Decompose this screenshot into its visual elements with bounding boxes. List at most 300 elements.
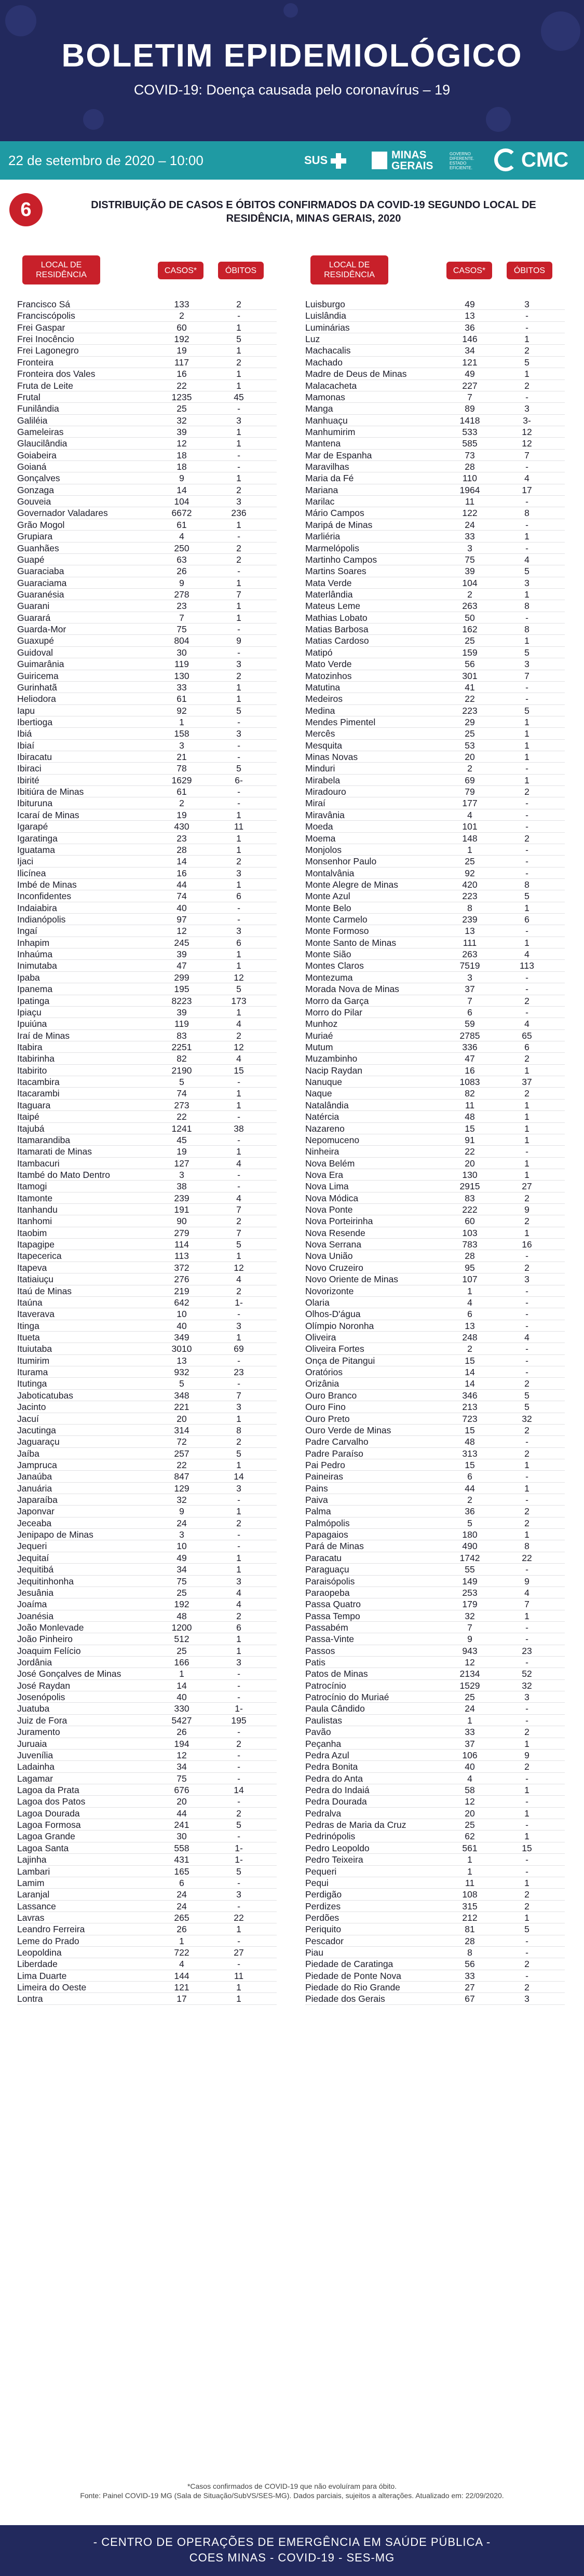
deaths-cell: 2 — [524, 1889, 529, 1900]
deaths-cell: 5 — [524, 566, 529, 577]
table-row — [17, 1808, 277, 1819]
cases-cell: 12 — [465, 1657, 475, 1668]
municipality-cell: Patis — [305, 1657, 325, 1668]
deaths-cell: 4 — [236, 1192, 241, 1203]
cases-cell: 39 — [465, 566, 475, 577]
municipality-cell: Juatuba — [17, 1703, 50, 1714]
municipality-cell: José Raydan — [17, 1680, 71, 1691]
cases-cell: 33 — [465, 1727, 475, 1738]
cases-cell: 273 — [174, 1100, 189, 1110]
section-title-line1: DISTRIBUIÇÃO DE CASOS E ÓBITOS CONFIRMADOS DA COVID-19 SEGUNDO LOCAL DE — [91, 199, 536, 211]
deaths-cell: 1 — [236, 1100, 241, 1110]
deaths-cell: - — [525, 496, 528, 507]
cases-cell: 1742 — [459, 1552, 480, 1563]
cases-cell: 62 — [465, 1831, 475, 1842]
table-row — [305, 1680, 565, 1691]
cases-cell: 349 — [174, 1332, 189, 1343]
deaths-cell: - — [525, 1773, 528, 1784]
municipality-cell: Mantena — [305, 438, 341, 449]
cases-cell: 3 — [179, 1529, 184, 1540]
cases-cell: 122 — [462, 508, 478, 519]
table-row — [17, 623, 277, 635]
municipality-cell: Iraí de Minas — [17, 1030, 70, 1041]
table-row — [17, 763, 277, 774]
table-row — [305, 1401, 565, 1413]
municipality-cell: Moeda — [305, 821, 333, 832]
header-local-right: LOCAL DE RESIDÊNCIA — [310, 255, 388, 284]
cases-cell: 195 — [174, 984, 189, 995]
table-row — [17, 658, 277, 670]
table-row — [17, 1947, 277, 1958]
deaths-cell: - — [525, 310, 528, 321]
table-row — [17, 484, 277, 496]
table-row — [305, 1947, 565, 1958]
deaths-cell: 5 — [236, 763, 241, 774]
deaths-cell: 1 — [524, 1877, 529, 1888]
cases-cell: 12 — [176, 438, 187, 449]
deaths-cell: 1 — [236, 1088, 241, 1099]
table-row — [17, 890, 277, 902]
municipality-cell: Gonzaga — [17, 484, 55, 495]
deaths-cell: 38 — [234, 1123, 244, 1134]
deaths-cell: 3 — [236, 926, 241, 937]
table-row — [305, 1645, 565, 1657]
municipality-cell: Juruaia — [17, 1738, 47, 1749]
table-row — [17, 1564, 277, 1575]
cases-cell: 6672 — [171, 508, 192, 519]
deaths-cell: 23 — [234, 1367, 244, 1378]
municipality-cell: Passabém — [305, 1622, 348, 1633]
cases-cell: 15 — [465, 1425, 475, 1435]
cases-cell: 92 — [176, 705, 187, 716]
deaths-cell: - — [237, 624, 240, 635]
municipality-cell: Pedra Dourada — [305, 1796, 367, 1807]
municipality-cell: Pedra do Indaiá — [305, 1785, 370, 1795]
cases-cell: 723 — [462, 1413, 478, 1424]
cases-cell: 212 — [462, 1912, 478, 1923]
cases-cell: 119 — [174, 659, 189, 670]
table-row — [305, 1854, 565, 1865]
municipality-cell: Perdões — [305, 1912, 339, 1923]
deaths-cell: 113 — [520, 960, 534, 971]
deaths-cell: - — [237, 403, 240, 414]
deaths-cell: 3 — [236, 1576, 241, 1587]
table-row — [305, 1715, 565, 1726]
table-row — [305, 740, 565, 751]
deaths-cell: 4 — [236, 1587, 241, 1598]
deaths-cell: 5 — [524, 705, 529, 716]
cases-cell: 420 — [462, 879, 478, 890]
municipality-cell: Matutina — [305, 682, 341, 693]
cases-cell: 104 — [462, 577, 478, 588]
table-row — [305, 368, 565, 379]
cases-cell: 213 — [462, 1402, 478, 1413]
cases-cell: 25 — [176, 1587, 187, 1598]
deaths-cell: 6 — [236, 891, 241, 902]
table-row — [17, 1413, 277, 1425]
municipality-cell: Itacambira — [17, 1077, 60, 1088]
municipality-cell: Novo Cruzeiro — [305, 1262, 363, 1273]
cases-cell: 39 — [176, 949, 187, 960]
deaths-cell: 1 — [524, 1227, 529, 1238]
cases-cell: 180 — [462, 1529, 478, 1540]
municipality-cell: Pequeri — [305, 1866, 337, 1877]
cases-cell: 33 — [465, 1970, 475, 1981]
municipality-cell: Guanhães — [17, 543, 59, 553]
cases-cell: 24 — [465, 519, 475, 530]
municipality-cell: Jequitinhonha — [17, 1576, 74, 1587]
cases-cell: 223 — [462, 705, 478, 716]
cases-cell: 177 — [462, 798, 478, 809]
municipality-cell: Itanhandu — [17, 1204, 58, 1215]
cases-cell: 783 — [462, 1239, 478, 1250]
table-row — [305, 391, 565, 403]
deaths-cell: 1 — [524, 1529, 529, 1540]
cases-cell: 4 — [467, 809, 472, 820]
table-row — [17, 1691, 277, 1703]
deaths-cell: 65 — [522, 1030, 532, 1041]
cases-cell: 130 — [174, 670, 189, 681]
municipality-cell: Monte Santo de Minas — [305, 937, 397, 948]
footnotes — [0, 2482, 584, 2500]
cases-cell: 250 — [174, 543, 189, 553]
municipality-cell: Gouveia — [17, 496, 51, 507]
municipality-cell: Pedra Bonita — [305, 1761, 358, 1772]
municipality-cell: Ibertioga — [17, 716, 53, 727]
deaths-cell: 2 — [524, 1216, 529, 1227]
municipality-cell: Frutal — [17, 391, 40, 402]
cases-cell: 12 — [176, 926, 187, 937]
deaths-cell: - — [525, 1947, 528, 1958]
table-row — [305, 902, 565, 914]
municipality-cell: Jordânia — [17, 1657, 52, 1668]
municipality-cell: Pedro Leopoldo — [305, 1842, 370, 1853]
municipality-cell: Itaverava — [17, 1309, 55, 1320]
deaths-cell: 5 — [236, 334, 241, 345]
table-row — [17, 1622, 277, 1633]
table-row — [17, 1576, 277, 1587]
table-row — [17, 554, 277, 565]
deaths-cell: 1 — [524, 531, 529, 542]
table-row — [305, 310, 565, 321]
cases-cell: 67 — [465, 1994, 475, 2004]
table-row — [305, 1448, 565, 1459]
cases-cell: 95 — [465, 1262, 475, 1273]
table-row — [17, 1053, 277, 1064]
cases-cell: 106 — [462, 1750, 478, 1760]
cases-cell: 1241 — [171, 1123, 192, 1134]
deaths-cell: 14 — [234, 1471, 244, 1482]
municipality-cell: Guarani — [17, 601, 50, 612]
cases-cell: 804 — [174, 635, 189, 646]
deaths-cell: 1 — [236, 1994, 241, 2004]
deaths-cell: - — [237, 1355, 240, 1366]
municipality-cell: Frei Lagonegro — [17, 345, 79, 356]
municipality-cell: Pedrinópolis — [305, 1831, 356, 1842]
deaths-cell: 2 — [524, 1959, 529, 1970]
municipality-cell: Lagoa Dourada — [17, 1808, 80, 1819]
deaths-cell: 1 — [524, 1123, 529, 1134]
cases-cell: 14 — [176, 484, 187, 495]
municipality-cell: Ipiaçu — [17, 1007, 42, 1018]
deaths-cell: 1 — [236, 833, 241, 844]
municipality-cell: Goianá — [17, 462, 47, 472]
cases-cell: 1529 — [459, 1680, 480, 1691]
table-row — [17, 1250, 277, 1262]
deaths-cell: - — [237, 740, 240, 751]
deaths-cell: 1 — [236, 809, 241, 820]
cases-cell: 27 — [465, 1982, 475, 1993]
cases-cell: 1964 — [459, 484, 480, 495]
deaths-cell: 17 — [522, 484, 532, 495]
cases-cell: 144 — [174, 1970, 189, 1981]
deaths-cell: 4 — [524, 1587, 529, 1598]
cases-cell: 113 — [174, 1251, 189, 1262]
municipality-cell: Itaú de Minas — [17, 1285, 72, 1296]
cases-cell: 165 — [174, 1866, 189, 1877]
municipality-cell: Franciscópolis — [17, 310, 75, 321]
table-row — [305, 1041, 565, 1053]
deaths-cell: - — [237, 1773, 240, 1784]
municipality-cell: Paineiras — [305, 1471, 343, 1482]
municipality-cell: Liberdade — [17, 1959, 58, 1970]
header-casos-right: CASOS* — [446, 262, 492, 279]
deaths-cell: 1 — [524, 1459, 529, 1470]
cases-cell: 130 — [462, 1169, 478, 1180]
table-row — [305, 1425, 565, 1436]
municipality-cell: Oratórios — [305, 1367, 343, 1378]
deaths-cell: 12 — [522, 438, 532, 449]
cases-cell: 1235 — [171, 391, 192, 402]
table-row — [305, 450, 565, 461]
cases-cell: 34 — [176, 1761, 187, 1772]
deaths-cell: - — [525, 1436, 528, 1447]
municipality-cell: Monte Alegre de Minas — [305, 879, 398, 890]
deaths-cell: - — [525, 1866, 528, 1877]
table-row — [17, 461, 277, 472]
municipality-cell: Paraguaçu — [305, 1564, 349, 1575]
cases-cell: 7 — [467, 1622, 472, 1633]
table-row — [305, 1169, 565, 1181]
cases-cell: 20 — [465, 1808, 475, 1819]
table-row — [17, 809, 277, 821]
cases-cell: 49 — [176, 1552, 187, 1563]
cases-cell: 20 — [465, 1158, 475, 1169]
deaths-cell: - — [237, 462, 240, 472]
cases-cell: 336 — [462, 1042, 478, 1052]
deaths-cell: 2 — [524, 1088, 529, 1099]
municipality-cell: Jacutinga — [17, 1425, 56, 1435]
header-banner — [0, 0, 584, 141]
table-row — [305, 716, 565, 728]
deaths-cell: 1 — [524, 334, 529, 345]
table-row — [17, 925, 277, 937]
municipality-cell: Naque — [305, 1088, 332, 1099]
table-row — [305, 948, 565, 960]
municipality-cell: Passa Tempo — [305, 1610, 360, 1621]
table-row — [17, 1366, 277, 1378]
table-row — [305, 1123, 565, 1134]
cases-cell: 28 — [465, 1935, 475, 1946]
municipality-cell: Jequitaí — [17, 1552, 49, 1563]
deaths-cell: 1 — [524, 1111, 529, 1122]
table-row — [17, 1181, 277, 1192]
table-row — [17, 1332, 277, 1343]
cases-cell: 265 — [174, 1912, 189, 1923]
deaths-cell: 5 — [236, 1820, 241, 1831]
municipality-cell: Ouro Fino — [305, 1402, 346, 1413]
cases-cell: 14 — [176, 856, 187, 867]
table-row — [17, 391, 277, 403]
municipality-cell: Ladainha — [17, 1761, 55, 1772]
table-row — [305, 1529, 565, 1540]
municipality-cell: Pedras de Maria da Cruz — [305, 1820, 406, 1831]
municipality-cell: Materlândia — [305, 589, 353, 600]
cases-cell: 1083 — [459, 1077, 480, 1088]
table-row — [17, 1610, 277, 1622]
cases-cell: 11 — [465, 1100, 475, 1110]
table-row — [17, 450, 277, 461]
municipality-cell: Matias Barbosa — [305, 624, 369, 635]
deaths-cell: 2 — [236, 554, 241, 565]
municipality-cell: Papagaios — [305, 1529, 348, 1540]
deaths-cell: - — [525, 519, 528, 530]
table-row — [305, 1436, 565, 1447]
deaths-cell: 2 — [524, 1448, 529, 1459]
municipality-cell: Moema — [305, 833, 336, 844]
municipality-cell: Itaobim — [17, 1227, 47, 1238]
deaths-cell: - — [237, 450, 240, 460]
cases-cell: 16 — [176, 867, 187, 878]
cases-cell: 25 — [465, 635, 475, 646]
cases-cell: 33 — [176, 682, 187, 693]
deaths-cell: - — [525, 1970, 528, 1981]
table-row — [17, 1540, 277, 1552]
municipality-cell: Luz — [305, 334, 320, 345]
deaths-cell: 27 — [234, 1947, 244, 1958]
deaths-cell: - — [525, 1309, 528, 1320]
deaths-cell: 1 — [236, 1459, 241, 1470]
deaths-cell: - — [525, 1320, 528, 1331]
municipality-cell: Itabirinha — [17, 1053, 55, 1064]
municipality-cell: Monjolos — [305, 844, 342, 855]
table-row — [17, 1982, 277, 1993]
cases-cell: 1 — [179, 1935, 184, 1946]
table-row — [17, 1506, 277, 1517]
municipality-cell: Ijaci — [17, 856, 34, 867]
deaths-cell: - — [237, 787, 240, 797]
deaths-cell: 5 — [524, 891, 529, 902]
cases-cell: 6 — [467, 1007, 472, 1018]
municipality-cell: Mercês — [305, 728, 335, 739]
cases-cell: 104 — [174, 496, 189, 507]
cases-cell: 33 — [465, 531, 475, 542]
deaths-cell: - — [237, 1727, 240, 1738]
cases-cell: 192 — [174, 1599, 189, 1610]
deaths-cell: - — [525, 1634, 528, 1645]
cases-cell: 4 — [179, 531, 184, 542]
cases-cell: 14 — [465, 1367, 475, 1378]
municipality-cell: Nova Serrana — [305, 1239, 361, 1250]
sus-logo-text: SUS — [304, 154, 328, 167]
mg-logo-line1: MINAS — [391, 149, 427, 161]
cases-cell: 55 — [465, 1564, 475, 1575]
deaths-cell: 1 — [236, 949, 241, 960]
municipality-cell: Guarará — [17, 612, 51, 623]
cases-cell: 192 — [174, 334, 189, 345]
municipality-cell: Machado — [305, 357, 343, 368]
deaths-cell: - — [525, 763, 528, 774]
deaths-cell: - — [525, 462, 528, 472]
table-row — [17, 380, 277, 391]
section-number-badge: 6 — [9, 193, 43, 226]
deaths-cell: - — [237, 647, 240, 658]
table-row — [17, 1866, 277, 1877]
deaths-cell: 195 — [231, 1715, 247, 1726]
cases-cell: 41 — [465, 682, 475, 693]
municipality-cell: Orizânia — [305, 1378, 339, 1389]
cases-cell: 129 — [174, 1483, 189, 1494]
municipality-cell: Itamarandiba — [17, 1134, 71, 1145]
table-row — [17, 496, 277, 507]
cases-cell: 56 — [465, 659, 475, 670]
table-row — [305, 867, 565, 879]
municipality-cell: Martinho Campos — [305, 554, 377, 565]
table-row — [17, 1320, 277, 1332]
table-row — [305, 635, 565, 646]
cases-cell: 92 — [465, 867, 475, 878]
table-row — [305, 937, 565, 948]
deaths-cell: - — [525, 1622, 528, 1633]
table-row — [17, 751, 277, 763]
deaths-cell: - — [525, 612, 528, 623]
cmc-ring-icon — [494, 148, 517, 171]
cases-cell: 585 — [462, 438, 478, 449]
deaths-cell: 3 — [524, 1692, 529, 1703]
municipality-cell: Limeira do Oeste — [17, 1982, 87, 1993]
table-row — [17, 472, 277, 484]
cases-cell: 78 — [176, 763, 187, 774]
deaths-cell: 5 — [236, 1448, 241, 1459]
report-date: 22 de setembro de 2020 – 10:00 — [8, 153, 203, 168]
table-row — [17, 1552, 277, 1564]
municipality-cell: Mata Verde — [305, 577, 352, 588]
deaths-cell: 5 — [524, 1924, 529, 1935]
table-row — [17, 1598, 277, 1610]
municipality-cell: Piedade dos Gerais — [305, 1994, 385, 2004]
municipality-cell: Piedade do Rio Grande — [305, 1982, 400, 1993]
deaths-cell: 1 — [524, 1912, 529, 1923]
deaths-cell: - — [237, 1134, 240, 1145]
municipality-cell: Medina — [305, 705, 335, 716]
municipality-cell: Igarapé — [17, 821, 48, 832]
deaths-cell: - — [525, 867, 528, 878]
municipality-cell: Nepomuceno — [305, 1134, 360, 1145]
municipality-cell: Novo Oriente de Minas — [305, 1274, 398, 1285]
table-row — [17, 1192, 277, 1204]
deaths-cell: 8 — [524, 1541, 529, 1552]
deaths-cell: 2 — [236, 543, 241, 553]
cases-cell: 58 — [465, 1785, 475, 1795]
table-row — [305, 1297, 565, 1308]
municipality-cell: Lambari — [17, 1866, 50, 1877]
deaths-cell: 3 — [236, 867, 241, 878]
cases-cell: 39 — [176, 1007, 187, 1018]
table-row — [17, 577, 277, 589]
cases-cell: 148 — [462, 833, 478, 844]
table-row — [17, 438, 277, 449]
cases-cell: 24 — [176, 1901, 187, 1911]
